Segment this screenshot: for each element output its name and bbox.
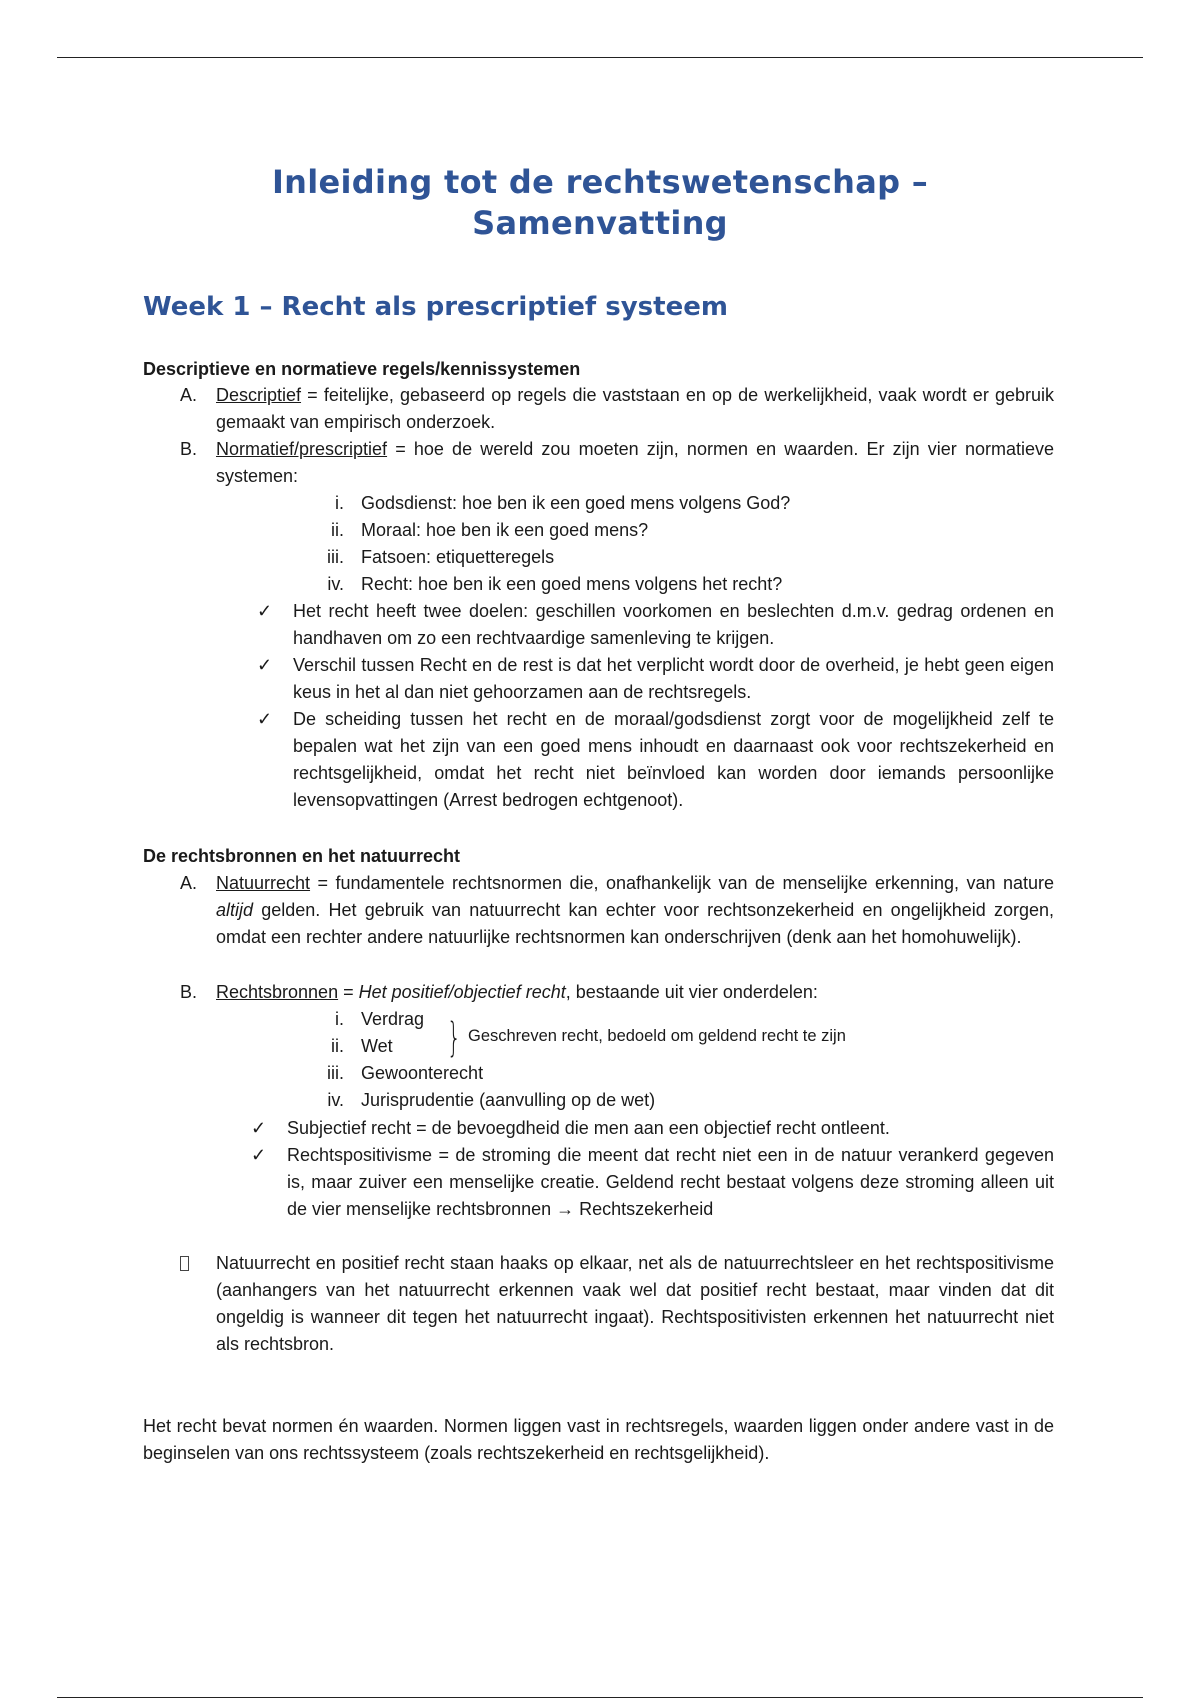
term-rechtsbronnen: Rechtsbronnen: [216, 982, 339, 1002]
note-paragraph: Natuurrecht en positief recht staan haaks op elkaar, net als de natuurrechtsleer en het rechtspositivisme (aanhangers van het natuurrecht erkennen vaak wel dat positief recht bestaat, maar vinden dat dit ongeldig is wanneer dit tegen het natuurrecht ingaat). Rechtspositivisten erkennen het natuurrecht niet als rechtsbron.: [216, 1253, 1054, 1354]
checkmark-icon: ✓: [257, 655, 273, 675]
term-descriptief: Descriptief: [216, 385, 302, 405]
section2-item-a: [216, 870, 1054, 951]
section2-b-text-1: =: [338, 982, 359, 1002]
source-item: Jurisprudentie (aanvulling op de wet): [361, 1090, 656, 1110]
checkmark-icon: ✓: [251, 1118, 267, 1138]
section2-a-text-1: = fundamentele rechtsnormen die, onafhankelijk van de menselijke erkenning, van nature: [310, 873, 1054, 893]
check-item: Verschil tussen Recht en de rest is dat het verplicht wordt door de overheid, je hebt geen eigen keus in het al dan niet gehoorzamen aan de rechtsregels.: [293, 655, 1054, 702]
system-item: Fatsoen: etiquetteregels: [361, 547, 555, 567]
term-normatief: Normatief/prescriptief: [216, 439, 388, 459]
source-marker: i.: [335, 1009, 344, 1029]
section1-a-text: = feitelijke, gebaseerd op regels die vaststaan en op de werkelijkheid, vaak wordt er gebruik gemaakt van empirisch onderzoek.: [216, 385, 1054, 432]
section1-heading: Descriptieve en normatieve regels/kennissystemen: [143, 359, 581, 379]
section1-b-marker: B.: [180, 439, 198, 459]
section1-item-b: [216, 436, 1054, 490]
header-rule: [57, 57, 1143, 58]
footer-rule: [57, 1697, 1143, 1698]
checkmark-icon: ✓: [257, 601, 273, 621]
section2-item-b: [216, 979, 1054, 1006]
section2-a-italic: altijd: [216, 900, 254, 920]
source-marker: iii.: [327, 1063, 344, 1083]
system-marker: iii.: [327, 547, 344, 567]
check-item: Het recht heeft twee doelen: geschillen voorkomen en beslechten d.m.v. gedrag ordenen en handhaven om zo een rechtvaardige samenleving te krijgen.: [293, 601, 1054, 648]
section2-b-marker: B.: [180, 982, 198, 1002]
source-marker: ii.: [331, 1036, 344, 1056]
checkmark-icon: ✓: [251, 1145, 267, 1165]
section1-item-a: [216, 382, 1054, 436]
section2-a-text-2: gelden. Het gebruik van natuurrecht kan echter voor rechtsonzekerheid en ongelijkheid zorgen, omdat een rechter andere natuurlijke rechtsnormen kan onderschrijven (denk aan het homohuwelijk).: [216, 900, 1054, 947]
system-marker: iv.: [327, 574, 344, 594]
source-item: Gewoonterecht: [361, 1063, 484, 1083]
system-item: Moraal: hoe ben ik een goed mens?: [361, 520, 649, 540]
brace-icon: }: [447, 1015, 461, 1061]
system-marker: i.: [335, 493, 344, 513]
bullet-box-icon: [180, 1256, 189, 1271]
title-line-1: Inleiding tot de rechtswetenschap –: [271, 163, 929, 201]
source-item: Verdrag: [361, 1009, 425, 1029]
section2-b-italic: Het positief/objectief recht: [358, 982, 566, 1002]
closing-paragraph: Het recht bevat normen én waarden. Normen liggen vast in rechtsregels, waarden liggen onder andere vast in de beginselen van ons rechtssysteem (zoals rechtszekerheid en rechtsgelijkheid).: [143, 1416, 1054, 1463]
section2-heading: De rechtsbronnen en het natuurrecht: [143, 846, 461, 866]
check-item: Subjectief recht = de bevoegdheid die men aan een objectief recht ontleent.: [287, 1118, 890, 1138]
term-natuurrecht: Natuurrecht: [216, 873, 311, 893]
section1-a-marker: A.: [180, 385, 198, 405]
title-line-2: Samenvatting: [472, 204, 728, 242]
source-item: Wet: [361, 1036, 393, 1056]
section2-a-marker: A.: [180, 873, 198, 893]
section1-b-text: = hoe de wereld zou moeten zijn, normen en waarden. Er zijn vier normatieve systemen:: [216, 439, 1054, 486]
system-marker: ii.: [331, 520, 344, 540]
check-item: De scheiding tussen het recht en de moraal/godsdienst zorgt voor de mogelijkheid zelf te bepalen wat het zijn van een goed mens inhoudt en daarnaast ook voor rechtszekerheid en rechtsgelijkheid, omdat het recht niet beïnvloed kan worden door iemands persoonlijke levensopvattingen (Arrest bedrogen echtgenoot).: [293, 709, 1054, 810]
document-title: [200, 162, 1000, 244]
brace-note: Geschreven recht, bedoeld om geldend recht te zijn: [468, 1027, 846, 1045]
system-item: Recht: hoe ben ik een goed mens volgens het recht?: [361, 574, 783, 594]
checkmark-icon: ✓: [257, 709, 273, 729]
source-marker: iv.: [327, 1090, 344, 1110]
section2-b-text-2: , bestaande uit vier onderdelen:: [565, 982, 818, 1002]
week-heading: Week 1 – Recht als prescriptief systeem: [143, 292, 728, 322]
system-item: Godsdienst: hoe ben ik een goed mens volgens God?: [361, 493, 791, 513]
check-item: Rechtspositivisme = de stroming die meent dat recht niet een in de natuur verankerd gegeven is, maar zuiver een menselijke creatie. Geldend recht bestaat volgens deze stroming alleen uit de vier menselijke rechtsbronnen → Rechtszekerheid: [287, 1145, 1054, 1219]
